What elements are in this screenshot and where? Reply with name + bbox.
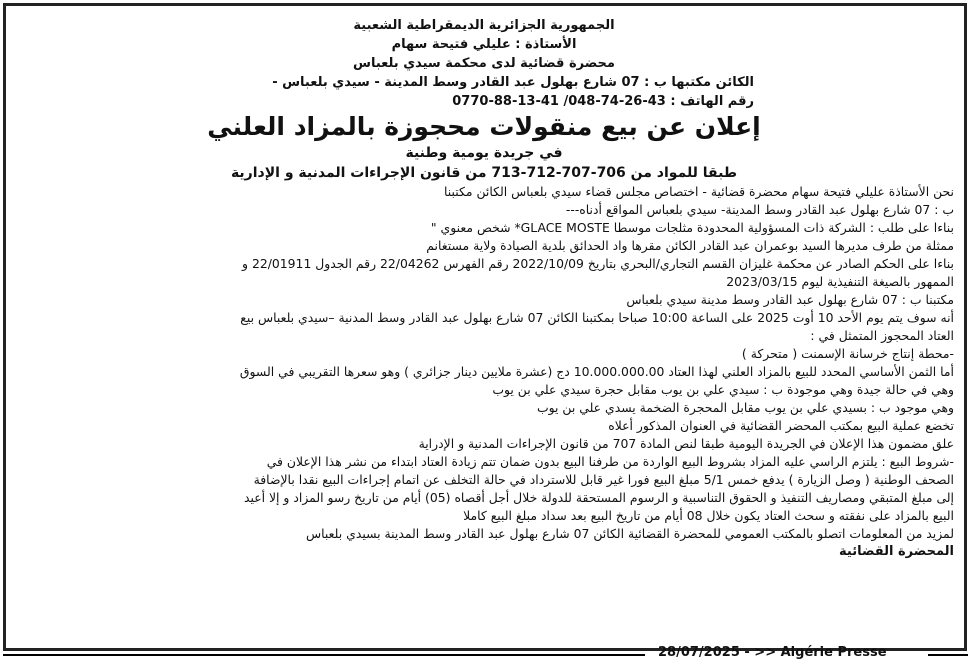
body-line: الصحف الوطنية ( وصل الزيارة ) يدفع خمس 5/1 مبلغ البيع فورا غير قابل للاسترداد في حالة التخلف عن اتمام إجراءات البيع نقدا بالإضافة [253, 472, 954, 487]
body-line: لمزيد من المعلومات اتصلو بالمكتب العمومي للمحضرة القضائية الكائن 07 شارع بهلول عبد القادر وسط المدينة بسيدي بلعباس [306, 526, 954, 541]
notice-subtitle: في جريدة يومية وطنية [405, 145, 563, 161]
body-line: إلى مبلغ المتبقي ومصاريف التنفيذ و الحقوق التناسبية و الرسوم المستحقة للدولة خلال أجل أقصاه (05) أيام من تاريخ رسو المزاد و إلا أعيد [243, 490, 954, 505]
office-phone: رقم الهاتف : 43-26-74-048/ 41-13-88-0770 [452, 94, 754, 109]
body-line: نحن الأستاذة عليلي فتيحة سهام محضرة قضائية - اختصاص مجلس قضاء سيدي بلعباس الكائن مكتبنا [444, 184, 954, 199]
body-line: ممثلة من طرف مديرها السيد بوعمران عبد القادر الكائن مقرها واد الحدائق بلدية الصيادة ولاية مستغانم [426, 238, 954, 253]
body-line: وهي موجود ب : بسيدي علي بن يوب مقابل المحجرة الضخمة يسدي علي بن يوب [536, 400, 954, 415]
notice-title: إعلان عن بيع منقولات محجوزة بالمزاد العلني [207, 112, 761, 141]
body-line: تخضع عملية البيع بمكتب المحضر القضائية في العنوان المذكور أعلاه [608, 418, 954, 433]
footer-rule-left [3, 654, 645, 656]
body-line: العتاد المحجوز المتمثل في : [810, 328, 954, 343]
office-address: الكائن مكتبها ب : 07 شارع بهلول عبد القادر وسط المدينة - سيدي بلعباس - [272, 75, 754, 90]
signature: المحضرة القضائية [839, 544, 954, 559]
body-line: بناءا على طلب : الشركة ذات المسؤولية المحدودة مثلجات موسطا GLACE MOSTE* شخص معنوي " [430, 220, 954, 235]
publication-footer [0, 641, 975, 671]
body-line: وهي في حالة جيدة وهي موجودة ب : سيدي علي بن يوب مقابل حجرة سيدي علي بن يوب [492, 382, 954, 397]
body-line: -شروط البيع : يلتزم الراسي عليه المزاد بشروط البيع الواردة من طرفنا البيع بدون ضمان تتم زيادة العتاد ابتداء من نشر هذا الإعلان في [266, 454, 954, 469]
notice-body [14, 183, 954, 561]
law-reference: طبقا للمواد من 706-707-712-713 من قانون الإجراءات المدنية و الإدارية [230, 165, 738, 181]
body-line: علق مضمون هذا الإعلان في الجريدة اليومية طبقا لنص المادة 707 من قانون الإجراءات المدنية و الإدراية [418, 436, 954, 451]
body-line: الممهور بالصيغة التنفيذية ليوم 2023/03/15 [726, 274, 954, 289]
body-line: أنه سوف يتم يوم الأحد 10 أوت 2025 على الساعة 10:00 صباحا بمكتبنا الكائن 07 شارع بهلول عبد القادر وسط المدنية –سيدي بلعباس بيع [240, 310, 954, 325]
body-line: أما الثمن الأساسي المحدد للبيع بالمزاد العلني لهذا العتاد 10.000.000.00 دج (عشرة ملايين دينار جزائري ) وهو سعرها التقريبي في السوق [239, 364, 954, 379]
bailiff-name: الأستاذة : عليلي فتيحة سهام [391, 37, 577, 52]
body-line: بناءا على الحكم الصادر عن محكمة غليزان القسم التجاري/البحري بتاريخ 2022/10/09 رقم الفهرس 22/04262 رقم الجدول 22/01911 و [242, 256, 954, 271]
body-line: -محطة إنتاج خرسانة الإسمنت ( متحركة ) [741, 346, 954, 361]
body-line: البيع بالمزاد على نفقته و سحث العتاد يكون خلال 08 أيام من تاريخ البيع بعد سداد مبلغ البيع كاملا [463, 508, 954, 523]
republic-header: الجمهورية الجزائرية الديمقراطية الشعبية [353, 18, 615, 33]
footer-caption: 28/07/2025 - >> Algérie Presse [658, 645, 887, 660]
notice-content [14, 16, 954, 561]
footer-rule-right [928, 654, 968, 656]
body-line: ب : 07 شارع بهلول عبد القادر وسط المدينة- سيدي بلعباس المواقع أدناه--- [565, 202, 954, 217]
office-name: محضرة قضائية لدى محكمة سيدي بلعباس [353, 56, 615, 71]
body-line: مكتبنا ب : 07 شارع بهلول عبد القادر وسط مدينة سيدي بلعباس [626, 292, 954, 307]
